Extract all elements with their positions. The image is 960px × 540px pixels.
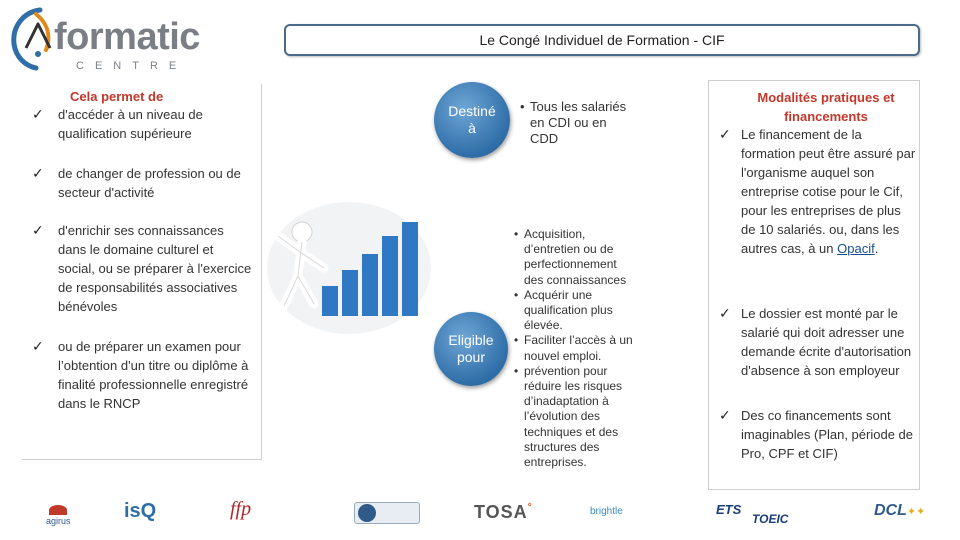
checkmark-icon: ✓	[32, 222, 44, 238]
eligible-item-3	[514, 333, 654, 363]
destine-text-line2: en CDI ou en	[530, 115, 607, 130]
eligible-item-4-line: • prévention pour	[524, 363, 608, 378]
right-heading: Modalités pratiques et financements	[757, 90, 895, 124]
partner-isq-text: isQ	[124, 500, 157, 522]
dcl-stars-icon: ✦✦	[906, 506, 926, 518]
checkmark-icon: ✓	[719, 126, 731, 142]
eligible-item-4-line: l’évolution des	[524, 409, 601, 424]
checkmark-icon: ✓	[32, 165, 44, 181]
eligible-item-2-line: • Acquérir une	[524, 287, 593, 302]
right-item-2-text: Le dossier est monté par le salarié qui doit adresser une demande écrite d'autorisation d'absence à son employeur	[741, 306, 912, 378]
checkmark-icon: ✓	[719, 407, 731, 423]
eligible-item-2	[514, 288, 654, 334]
partner-tosa-text: TOSA	[474, 502, 528, 522]
destine-label-line1: Destiné	[448, 103, 496, 119]
partner-ffp-text: ffp	[230, 498, 252, 520]
tosa-dot-icon: °	[527, 502, 533, 513]
partner-brightle-text: brightle	[590, 506, 623, 517]
partner-logo-badge	[354, 502, 420, 524]
right-item-1-text: Le financement de la formation peut être assuré par l'organisme auquel son entreprise cotise pour le Cif, pour les entreprises de plus de 10 salariés. ou, dans les autres cas, à un	[741, 127, 916, 256]
eligible-item-4-line: structures des	[524, 439, 600, 454]
eligible-item-4	[514, 364, 654, 470]
left-item-2-text: de changer de profession ou de secteur d'activité	[58, 166, 241, 200]
destine-circle	[434, 82, 510, 158]
partner-logo-ets	[716, 502, 741, 517]
eligible-item-1-line: perfectionnement	[524, 257, 617, 272]
badge-seal-icon	[358, 504, 376, 522]
eligible-item-4-line: d’inadaptation à	[524, 394, 609, 409]
eligible-item-1-line: des connaissances	[524, 272, 627, 287]
eligible-item-2-line: élevée.	[524, 318, 563, 333]
checkmark-icon: ✓	[719, 305, 731, 321]
left-item-2	[32, 164, 253, 202]
eligible-list	[514, 227, 654, 470]
right-item-1-end: .	[874, 241, 879, 256]
formatic-logo	[6, 4, 200, 74]
destine-text-line3: CDD	[530, 131, 559, 146]
partner-ets-text: ETS	[716, 502, 742, 517]
opacif-link[interactable]: Opacif	[837, 241, 875, 256]
right-item-3-text: Des co financements sont imaginables (Plan, période de Pro, CPF et CIF)	[741, 408, 913, 461]
left-item-1-text: d'accéder à un niveau de qualification supérieure	[58, 107, 203, 141]
left-item-1	[32, 105, 248, 143]
partner-dcl-text: DCL	[874, 502, 907, 519]
eligible-item-1-line: d’entretien ou de	[524, 242, 614, 257]
eligible-item-1-line: • Acquisition,	[524, 227, 586, 241]
partner-logo-isq	[124, 500, 156, 523]
partner-agirus-text: agirus	[46, 516, 71, 526]
checkmark-icon: ✓	[32, 338, 44, 354]
page-title: Le Congé Individuel de Formation - CIF	[479, 32, 725, 48]
left-item-4	[32, 337, 253, 413]
left-item-3-text: d'enrichir ses connaissances dans le domaine culturel et social, ou se préparer à l'exercice de responsabilités associatives bénévoles	[58, 223, 252, 314]
partner-logo-dcl	[874, 502, 925, 520]
partner-logo-tosa	[474, 502, 533, 523]
eligible-item-4-line: entreprises.	[524, 455, 587, 470]
eligible-label-line1: Eligible	[448, 332, 494, 348]
logo-subtitle: CENTRE	[76, 60, 188, 72]
right-item-1	[719, 125, 917, 258]
right-item-3	[719, 406, 917, 463]
destine-list	[520, 99, 626, 147]
eligible-circle	[434, 312, 508, 386]
eligible-item-3-line: nouvel emploi.	[524, 348, 602, 363]
eligible-item-1	[514, 227, 654, 288]
growth-chart-illustration	[264, 196, 434, 336]
partner-logo-agirus	[46, 505, 71, 526]
partner-toeic-text: TOEIC	[752, 512, 789, 526]
destine-text-line1: • Tous les salariés	[520, 99, 626, 115]
left-heading: Cela permet de	[70, 89, 164, 104]
right-item-2	[719, 304, 917, 380]
eligible-item-4-line: réduire les risques	[524, 379, 623, 394]
partner-logo-ffp	[230, 498, 251, 521]
page-title-bar	[284, 24, 920, 56]
left-item-3	[32, 221, 253, 316]
checkmark-icon: ✓	[32, 106, 44, 122]
eligible-item-4-line: techniques et des	[524, 424, 619, 439]
eligible-item-3-line: • Faciliter l’accès à un	[524, 333, 633, 348]
partner-logo-brightle	[590, 506, 623, 517]
destine-label-line2: à	[468, 120, 476, 136]
agirus-mark-icon	[49, 505, 67, 515]
left-item-4-text: ou de préparer un examen pour l’obtention d'un titre ou diplôme à finalité professionnelle enregistré dans le RNCP	[58, 339, 249, 411]
eligible-item-2-line: qualification plus	[524, 303, 613, 318]
logo-wordmark: formatic	[54, 16, 200, 58]
eligible-label-line2: pour	[456, 349, 485, 365]
partner-logo-toeic	[752, 512, 788, 526]
